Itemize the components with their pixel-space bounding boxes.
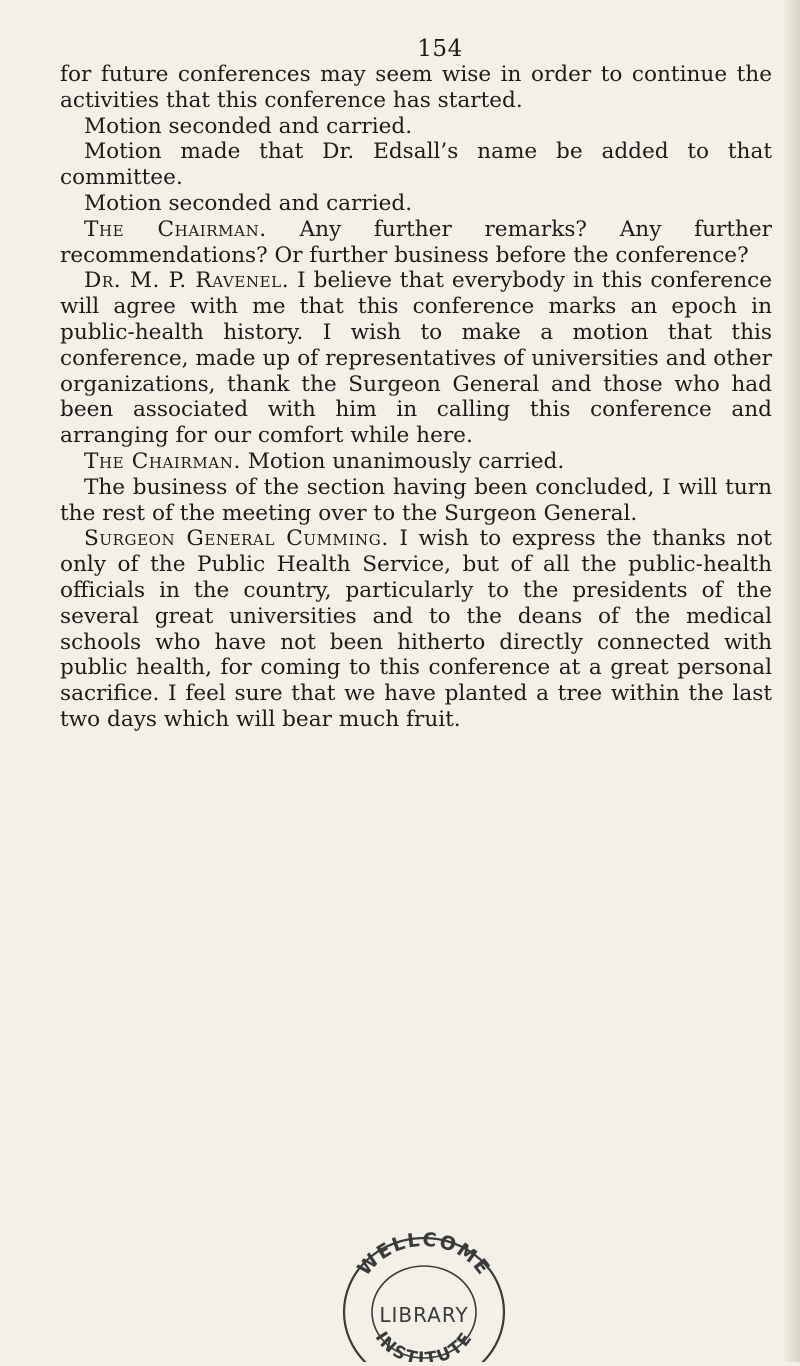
body-text [60,62,772,733]
page-number: 154 [417,36,463,62]
speaker-name: The Chairman. [84,216,267,242]
paragraph [60,526,772,732]
paragraph [60,475,772,527]
page-edge-shadow [782,0,800,1362]
paragraph-text: Motion made that Dr. Edsall’s name be added to that committee. [60,139,772,191]
paragraph-text: Any further remarks? Any further recommendations? Or further business before the conference? [60,216,773,268]
speaker-name: Dr. M. P. Ravenel. [84,268,290,294]
paragraph [60,62,772,114]
paragraph [60,268,772,449]
paragraph-text: Motion unanimously carried. [240,448,565,474]
paragraph-text: for future conferences may seem wise in order to continue the activities that this conference has started. [60,62,772,113]
library-stamp [336,1230,512,1362]
paragraph [60,114,772,140]
paragraph-text: Motion seconded and carried. [84,113,413,139]
paragraph-text: I believe that everybody in this conference will agree with me that this conference marks an epoch in public-health history. I wish to make a motion that this conference, made up of representatives of universities and other organizations, thank the Surgeon General and those who had been associated with him in calling this conference and arranging for our comfort while here. [60,268,772,449]
paragraph [60,217,772,269]
paragraph-text: Motion seconded and carried. [84,190,413,216]
paragraph-text: The business of the section having been concluded, I will turn the rest of the meeting over to the Surgeon General. [60,474,772,526]
paragraph [60,191,772,217]
paragraph [60,139,772,191]
paragraph [60,449,772,475]
library-stamp-graphic [336,1230,512,1362]
stamp-top-text: WELLCOME [353,1230,496,1281]
speaker-name: The Chairman. [84,448,241,474]
paragraph-text: I wish to express the thanks not only of the Public Health Service, but of all the public-health officials in the country, particularly to the presidents of the several great universities and to the deans of the medical schools who have not been hitherto directly connected with public health, for coming to this conference at a great personal sacrifice. I feel sure that we have planted a tree within the last two days which will bear much fruit. [60,526,772,732]
speaker-name: Surgeon General Cumming. [84,526,389,552]
stamp-center-text: LIBRARY [379,1303,469,1327]
stamp-bottom-text: INSTITUTE [370,1327,478,1362]
